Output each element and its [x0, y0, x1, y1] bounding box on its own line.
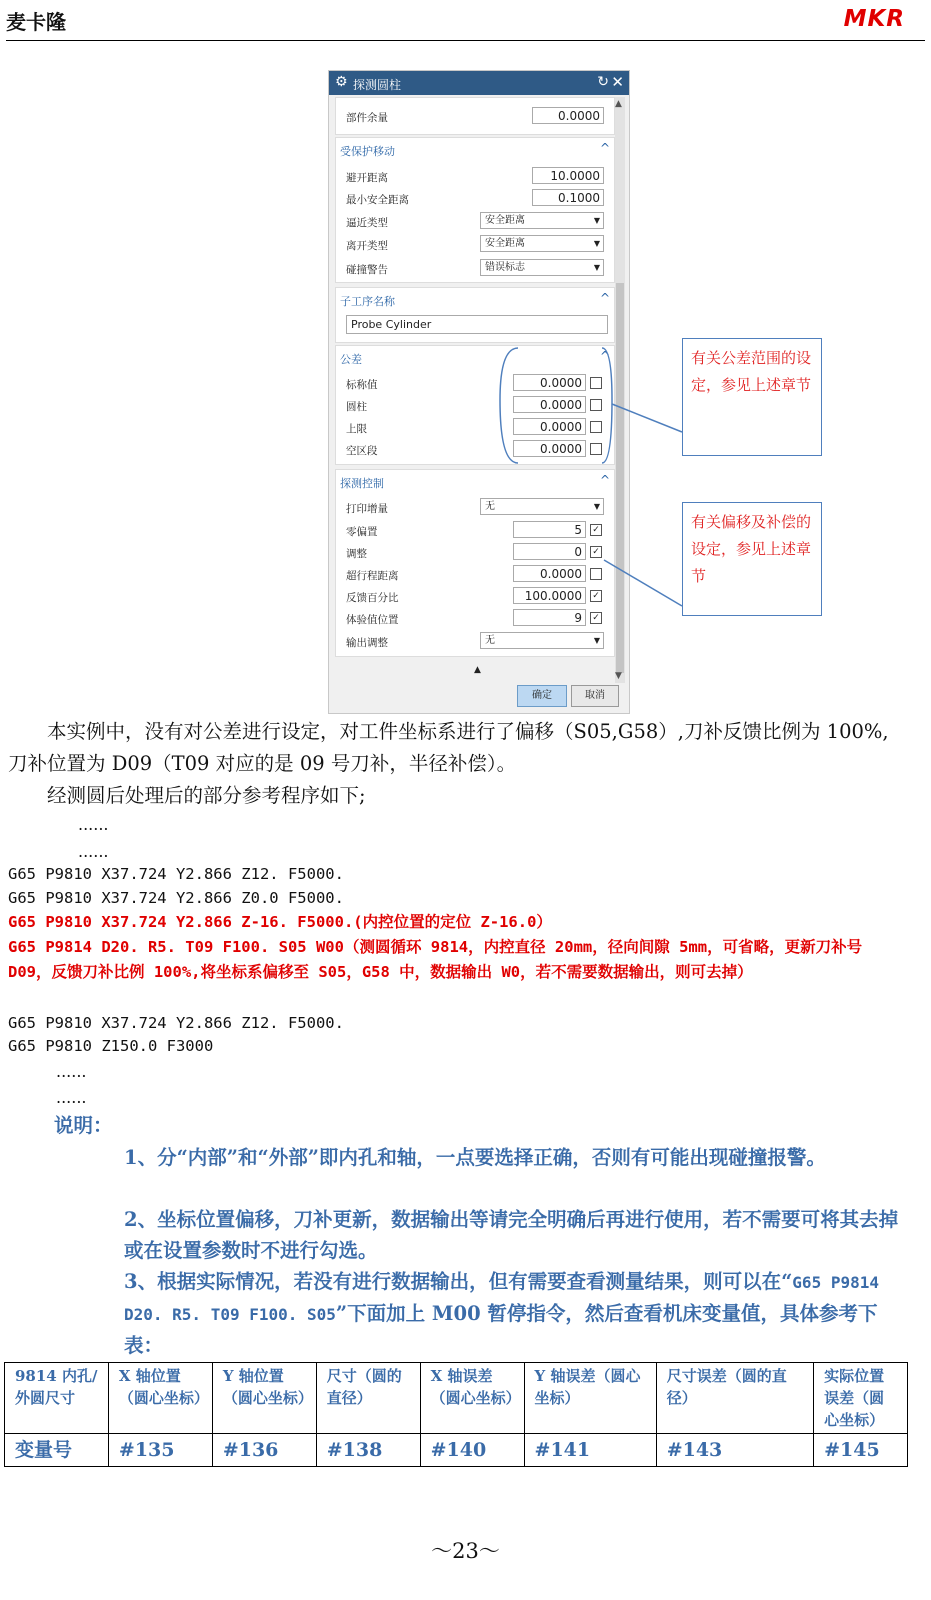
cancel-button[interactable]: 取消 [571, 685, 619, 707]
approach-type-label: 逼近类型 [346, 217, 388, 229]
table-cell: #135 [108, 1434, 212, 1467]
tolerance-row-label: 标称值 [346, 379, 378, 391]
dropdown-arrow-icon: ▼ [593, 636, 600, 645]
code-line: G65 P9810 X37.724 Y2.866 Z0.0 F5000. [8, 889, 344, 907]
tolerance-row-label: 空区段 [346, 445, 378, 457]
chevron-up-icon[interactable]: ^ [599, 141, 610, 155]
collision-label: 碰撞警告 [346, 264, 388, 276]
dropdown-arrow-icon: ▼ [593, 239, 600, 248]
table-header-cell: Y 轴误差（圆心坐标） [524, 1363, 656, 1434]
notes-heading: 说明： [54, 1114, 113, 1137]
table-cell: #141 [524, 1434, 656, 1467]
table-cell: #140 [420, 1434, 524, 1467]
collision-value: 错误标志 [485, 262, 525, 273]
tolerance-row-checkbox[interactable] [590, 377, 602, 389]
paragraph-intro: 本实例中，没有对公差进行设定，对工件坐标系进行了偏移（S05,G58）,刀补反馈比例为 100%,刀补位置为 D09（T09 对应的是 09 号刀补，半径补偿）。 [8, 720, 889, 775]
tolerance-title[interactable]: 公差 [340, 353, 362, 366]
scrollbar-thumb[interactable] [616, 283, 624, 673]
tolerance-row-checkbox[interactable] [590, 443, 602, 455]
table-header-cell: 实际位置误差（圆心坐标） [814, 1363, 908, 1434]
paragraph-program-intro: 经测圆后处理后的部分参考程序如下; [47, 784, 366, 807]
table-header-row [5, 1363, 908, 1434]
section-part-stock [335, 97, 615, 135]
probe-row-checkbox-checked[interactable]: ✓ [590, 590, 602, 602]
note-3-code: G65 P9814 D20. R5. T09 F100. S05 [124, 1273, 879, 1324]
probe-row-label: 零偏置 [346, 526, 378, 538]
probe-row-checkbox-checked[interactable]: ✓ [590, 546, 602, 558]
depart-type-label: 离开类型 [346, 240, 388, 252]
probe-row-label: 调整 [346, 548, 367, 560]
probe-row-label: 反馈百分比 [346, 592, 399, 604]
table-header-cell: X 轴位置（圆心坐标） [108, 1363, 212, 1434]
probe-row-input[interactable]: 5 [513, 521, 586, 538]
collapse-arrow-icon[interactable]: ▲ [474, 665, 481, 675]
offset-callout: 有关偏移及补偿的设定，参见上述章节 [682, 502, 822, 616]
chevron-up-icon[interactable]: ^ [599, 349, 610, 363]
tolerance-callout: 有关公差范围的设定，参见上述章节 [682, 338, 822, 456]
probe-row-checkbox-checked[interactable]: ✓ [590, 612, 602, 624]
table-cell: #145 [814, 1434, 908, 1467]
section-protected-moves [335, 137, 615, 283]
ok-button[interactable]: 确定 [517, 685, 567, 707]
print-increment-value: 无 [485, 501, 495, 512]
code-line: G65 P9810 Z150.0 F3000 [8, 1037, 214, 1055]
note-2: 2、坐标位置偏移，刀补更新，数据输出等请完全明确后再进行使用，若不需要可将其去掉或在设置参数时不进行勾选。 [124, 1208, 899, 1262]
tolerance-row-label: 圆柱 [346, 401, 367, 413]
table-header-cell: 9814 内孔/外圆尺寸 [5, 1363, 109, 1434]
ellipsis: ...... [78, 842, 109, 861]
depart-type-select[interactable] [480, 235, 604, 252]
tolerance-row-input[interactable]: 0.0000 [513, 440, 586, 457]
ellipsis: ...... [78, 815, 109, 834]
part-stock-input[interactable]: 0.0000 [532, 107, 604, 124]
section-subop-name [335, 287, 615, 343]
tolerance-row-input[interactable]: 0.0000 [513, 418, 586, 435]
probe-row-label: 超行程距离 [346, 570, 399, 582]
table-header-cell: 尺寸（圆的直径） [316, 1363, 420, 1434]
probe-cylinder-dialog [328, 70, 630, 714]
probe-row-input[interactable]: 9 [513, 609, 586, 626]
close-icon[interactable]: ✕ [611, 73, 624, 91]
note-1: 1、分“内部”和“外部”即内孔和轴，一点要选择正确，否则有可能出现碰撞报警。 [124, 1146, 826, 1169]
print-increment-label: 打印增量 [346, 503, 388, 515]
chevron-up-icon[interactable]: ^ [599, 473, 610, 487]
probe-row-checkbox[interactable] [590, 568, 602, 580]
probe-row-checkbox-checked[interactable]: ✓ [590, 524, 602, 536]
variable-table [4, 1362, 908, 1467]
tolerance-row-checkbox[interactable] [590, 421, 602, 433]
collision-select[interactable] [480, 259, 604, 276]
table-cell: #143 [656, 1434, 813, 1467]
dropdown-arrow-icon: ▼ [593, 502, 600, 511]
table-header-cell: Y 轴位置（圆心坐标） [212, 1363, 316, 1434]
chevron-up-icon[interactable]: ^ [599, 291, 610, 305]
probe-row-input[interactable]: 0 [513, 543, 586, 560]
ellipsis: ...... [56, 1062, 87, 1081]
subop-title[interactable]: 子工序名称 [340, 295, 395, 308]
dialog-titlebar [329, 71, 629, 95]
clearance-input[interactable]: 10.0000 [532, 167, 604, 184]
tolerance-row-input[interactable]: 0.0000 [513, 374, 586, 391]
note-3-text-a: 3、根据实际情况，若没有进行数据输出，但有需要查看测量结果，则可以在“ [124, 1270, 793, 1293]
tolerance-row-checkbox[interactable] [590, 399, 602, 411]
note-3-text-b: ”下面加上 M00 暂停指令，然后查看机床变量值，具体参考下表： [124, 1302, 878, 1357]
dialog-scrollbar[interactable] [615, 97, 625, 683]
table-header-cell: X 轴误差（圆心坐标） [420, 1363, 524, 1434]
section-tolerance [335, 345, 615, 465]
page-header [0, 0, 931, 44]
clearance-label: 避开距离 [346, 172, 388, 184]
table-header-cell: 尺寸误差（圆的直径） [656, 1363, 813, 1434]
print-increment-select[interactable] [480, 498, 604, 515]
scroll-down-icon[interactable]: ▼ [615, 671, 622, 681]
page-number: ～23～ [431, 1539, 500, 1563]
ellipsis: ...... [56, 1088, 87, 1107]
reset-icon[interactable]: ↻ [597, 74, 609, 90]
table-cell: #136 [212, 1434, 316, 1467]
section-probe-control [335, 469, 615, 657]
code-line-highlight: G65 P9810 X37.724 Y2.866 Z-16. F5000.(内控位置的定位 Z-16.0） [8, 913, 552, 931]
scroll-up-icon[interactable]: ▲ [615, 99, 622, 109]
table-row [5, 1434, 908, 1467]
gear-icon[interactable]: ⚙ [335, 74, 348, 90]
approach-type-value: 安全距离 [485, 215, 525, 226]
dialog-title: 探测圆柱 [353, 78, 402, 92]
code-line: G65 P9810 X37.724 Y2.866 Z12. F5000. [8, 1014, 344, 1032]
approach-type-select[interactable] [480, 212, 604, 229]
part-stock-label: 部件余量 [346, 112, 388, 124]
dropdown-arrow-icon: ▼ [593, 216, 600, 225]
note-3 [124, 1266, 904, 1361]
output-adjust-select[interactable] [480, 632, 604, 649]
subop-name-input[interactable]: Probe Cylinder [346, 315, 608, 334]
code-line: G65 P9810 X37.724 Y2.866 Z12. F5000. [8, 865, 344, 883]
table-cell: #138 [316, 1434, 420, 1467]
dropdown-arrow-icon: ▼ [593, 263, 600, 272]
min-safe-label: 最小安全距离 [346, 194, 409, 206]
output-adjust-value: 无 [485, 635, 495, 646]
output-adjust-label: 输出调整 [346, 637, 388, 649]
min-safe-input[interactable]: 0.1000 [532, 189, 604, 206]
mkr-logo: MKR [843, 6, 905, 32]
probe-row-label: 体验值位置 [346, 614, 399, 626]
header-title: 麦卡隆 [6, 10, 66, 34]
depart-type-value: 安全距离 [485, 238, 525, 249]
tolerance-row-input[interactable]: 0.0000 [513, 396, 586, 413]
probe-row-input[interactable]: 100.0000 [513, 587, 586, 604]
table-cell: 变量号 [5, 1434, 109, 1467]
code-line-highlight: G65 P9814 D20. R5. T09 F100. S05 W00（测圆循环 9814，内控直径 20mm，径向间隙 5mm，可省略，更新刀补号 D09，反馈刀补比例 100%,将坐标系偏移至 S05，G58 中，数据输出 W0，若不需要数据输出，则可去掉） [8, 938, 872, 981]
tolerance-row-label: 上限 [346, 423, 367, 435]
probe-row-input[interactable]: 0.0000 [513, 565, 586, 582]
probe-control-title[interactable]: 探测控制 [340, 477, 384, 490]
protected-moves-title[interactable]: 受保护移动 [340, 145, 395, 158]
header-rule [6, 40, 925, 41]
